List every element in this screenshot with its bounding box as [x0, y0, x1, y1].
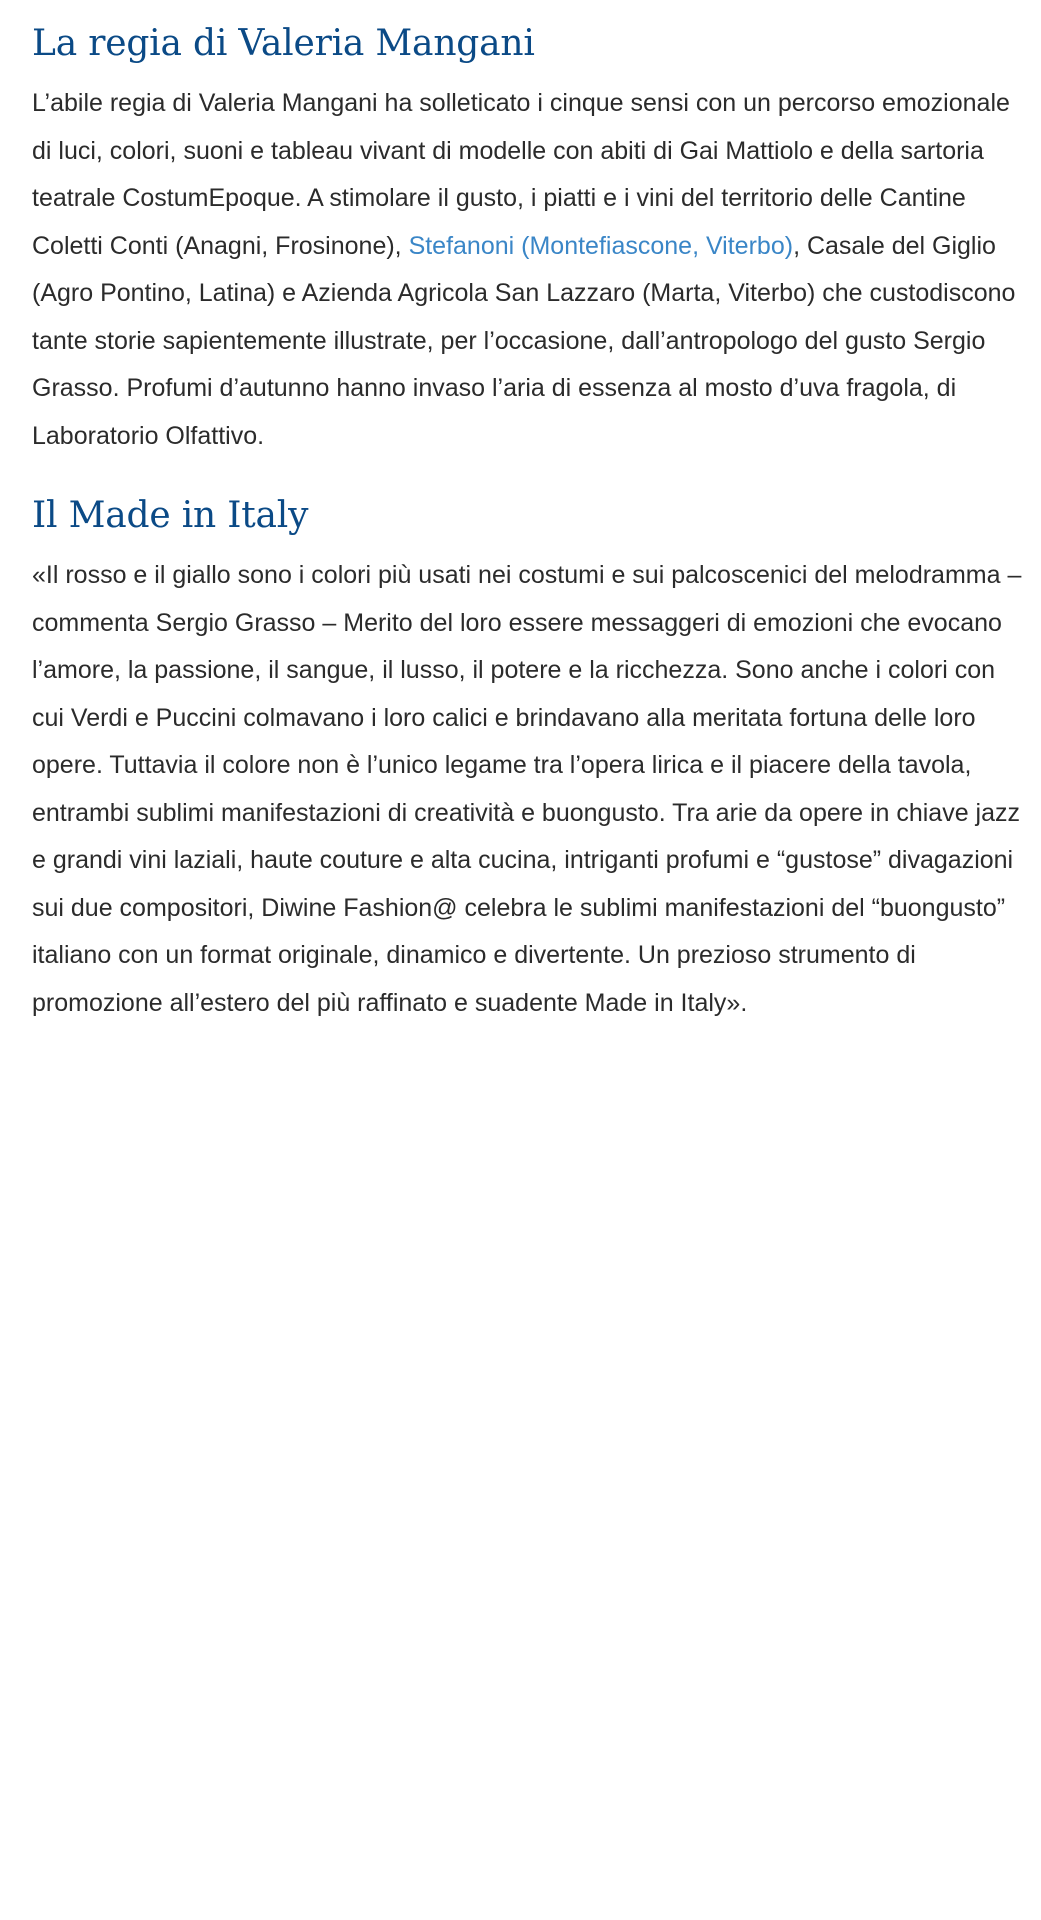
section-paragraph-made-in-italy: «Il rosso e il giallo sono i colori più usati nei costumi e sui palcoscenici del melodramma – commenta Sergio Grasso – Merito del loro essere messaggeri di emozioni che evocano l’amore, la passione, il sangue, il lusso, il potere e la ricchezza. Sono anche i colori con cui Verdi e Puccini colmavano i loro calici e brindavano alla meritata fortuna delle loro opere. Tuttavia il colore non è l’unico legame tra l’opera lirica e il piacere della tavola, entrambi sublimi manifestazioni di creatività e buongusto. Tra arie da opere in chiave jazz e grandi vini laziali, haute couture e alta cucina, intriganti profumi e “gustose” divagazioni sui due compositori, Diwine Fashion@ celebra le sublimi manifestazioni del “buongusto” italiano con un format originale, dinamico e divertente. Un prezioso strumento di promozione all’estero del più raffinato e suadente Made in Italy». — [32, 561, 1022, 1017]
section-heading-made-in-italy: Il Made in Italy — [32, 495, 309, 536]
paragraph-text-after-link: , Casale del Giglio (Agro Pontino, Latina) e Azienda Agricola San Lazzaro (Marta, Viterbo) che custodiscono tante storie sapientemente illustrate, per l’occasione, dall’antropologo del gusto Sergio Grasso. Profumi d’autunno hanno invaso l’aria di essenza al mosto d’uva fragola, di Laboratorio Olfattivo. — [32, 231, 1016, 450]
section-heading-regia: La regia di Valeria Mangani — [32, 23, 535, 64]
stefanoni-link[interactable]: Stefanoni (Montefiascone, Viterbo) — [408, 231, 794, 260]
article-body — [32, 0, 1022, 1027]
section-paragraph-regia — [32, 80, 1022, 460]
paragraph-text-before-link: L’abile regia di Valeria Mangani ha solleticato i cinque sensi con un percorso emozionale di luci, colori, suoni e tableau vivant di modelle con abiti di Gai Mattiolo e della sartoria teatrale CostumEpoque. A stimolare il gusto, i piatti e i vini del territorio delle Cantine Coletti Conti (Anagni, Frosinone), — [32, 89, 1010, 260]
